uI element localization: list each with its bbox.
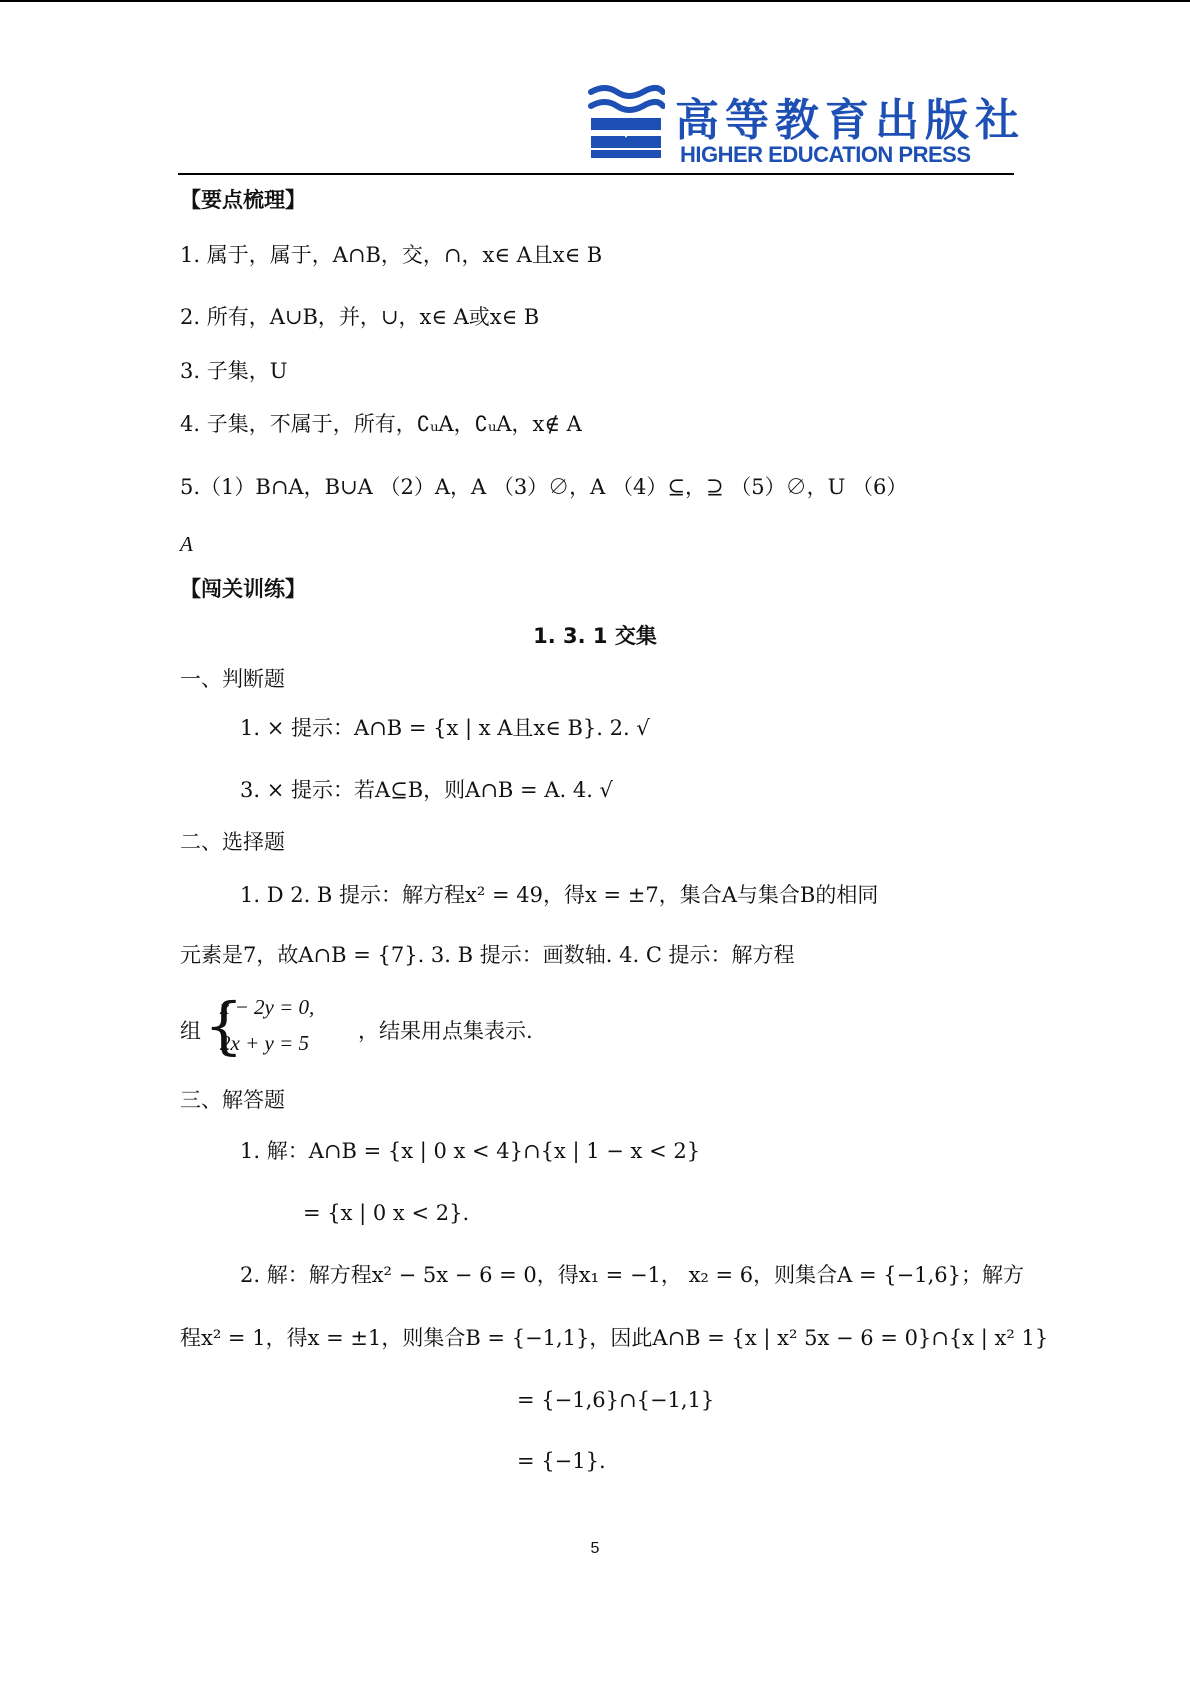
training-title: 【闯关训练】 [180,577,306,601]
part2-line-2: 元素是7，故A∩B = {7}. 3. B 提示：画数轴. 4. C 提示：解方程 [180,943,795,967]
key-point-3: 3. 子集，U [180,359,288,383]
key-point-5-continued: A [180,532,193,556]
top-border-line [0,0,1190,2]
part1-line-2: 3. × 提示：若A⊆B，则A∩B = A. 4. √ [240,778,613,802]
part1-line-1: 1. × 提示：A∩B = {x | x A且x∈ B}. 2. √ [240,716,650,740]
part3-line-6: = {−1}. [517,1449,606,1473]
publisher-emblem-icon [585,82,665,162]
publisher-logo [585,82,1025,170]
key-point-4: 4. 子集，不属于，所有，∁ᵤA，∁ᵤA，x∉ A [180,412,582,436]
part3-line-4: 程x² = 1，得x = ±1，则集合B = {−1,1}，因此A∩B = {x | x² 5x − 6 = 0}∩{x | x² 1} [180,1326,1049,1350]
part1-heading: 一、判断题 [180,667,285,691]
system-equation-1: x − 2y = 0, [220,995,315,1019]
key-point-2: 2. 所有，A∪B，并，∪，x∈ A或x∈ B [180,305,540,329]
key-point-1: 1. 属于，属于，A∩B，交，∩，x∈ A且x∈ B [180,243,603,267]
publisher-name-cn: 高等教育出版社 [675,95,1025,146]
part3-line-2: = {x | 0 x < 2}. [303,1201,470,1225]
part2-heading: 二、选择题 [180,830,285,854]
system-label: 组 [180,1019,201,1043]
part3-line-5: = {−1,6}∩{−1,1} [517,1388,715,1412]
system-tail: ，结果用点集表示. [358,1019,533,1043]
part3-heading: 三、解答题 [180,1088,285,1112]
publisher-name-en: HIGHER EDUCATION PRESS [680,142,971,167]
key-points-title: 【要点梳理】 [180,188,306,212]
header-rule [178,173,1014,175]
page-number: 5 [590,1540,600,1557]
section-title: 1. 3. 1 交集 [533,624,657,648]
part3-line-1: 1. 解：A∩B = {x | 0 x < 4}∩{x | 1 − x < 2} [240,1139,701,1163]
part3-line-3: 2. 解：解方程x² − 5x − 6 = 0，得x₁ = −1， x₂ = 6，则集合A = {−1,6}；解方 [240,1263,1024,1287]
system-brace: { [204,989,244,1062]
system-equation-2: 2x + y = 5 [220,1031,309,1055]
part2-line-1: 1. D 2. B 提示：解方程x² = 49，得x = ±7，集合A与集合B的相同 [240,883,879,907]
key-point-5: 5.（1）B∩A，B∪A （2）A，A （3）∅，A （4）⊆，⊇ （5）∅，U （6） [180,475,908,499]
